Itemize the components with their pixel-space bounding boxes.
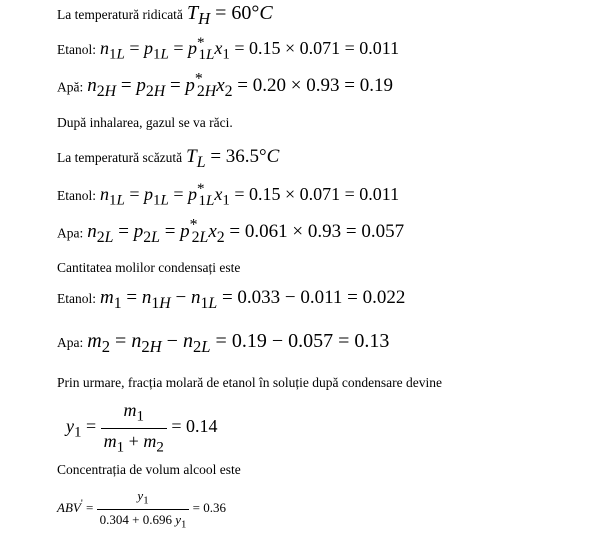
water-label: Apa: — [57, 225, 84, 241]
water-high-line — [57, 71, 393, 101]
ethanol-low-render: $n_{1L} = p_{1L} = p^*_{1L}x_1 = 0.15 \times 0.071 = 0.011$ — [100, 181, 400, 209]
water-low-render: $n_{2L} = p_{2L} = p^*_{2L}x_2 = 0.061 \times 0.93 = 0.057$ — [87, 217, 405, 247]
mole-fraction-sentence: Prin urmare, fracția molară de etanol în soluție după condensare devine — [57, 375, 442, 390]
ethanol-label: Etanol: — [57, 188, 96, 203]
mole-fraction-render: $y_1$ = $\frac{m_1}{m_1 + m_2}$ = 0.14 — [66, 400, 218, 456]
ethanol-condensed-render: $m_1 = n_{1H} - n_{1L} = 0.033 - 0.011 = 0.022$ — [100, 287, 406, 312]
water-low-line — [57, 217, 404, 247]
water-condensed-render: $m_2 = n_{2H} - n_{2L} = 0.19 - 0.057 = 0.13$ — [87, 330, 390, 356]
ethanol-low-line — [57, 181, 399, 210]
mole-fraction-line — [66, 400, 217, 456]
water-condensed-line — [57, 330, 389, 357]
water-label: Apă: — [57, 79, 84, 95]
water-label: Apa: — [57, 335, 84, 350]
mole-fraction-fraction: $\frac{m_1}{m_1 + m_2}$ — [101, 400, 167, 456]
alcohol-concentration-sentence: Concentrația de volum alcool este — [57, 462, 241, 477]
low-temperature-label: La temperatură scăzută — [57, 150, 183, 165]
ethanol-label: Etanol: — [57, 291, 96, 306]
condensed-moles-sentence: Cantitatea molilor condensați este — [57, 260, 241, 275]
high-temperature-line — [57, 2, 273, 29]
abv-fraction: $\frac{y_1}{0.304 + 0.696 y_1}$ — [97, 488, 190, 530]
ethanol-high-line — [57, 35, 399, 64]
ethanol-condensed-line — [57, 287, 405, 313]
cooling-sentence: După inhalarea, gazul se va răci. — [57, 115, 233, 130]
high-temperature-label: La temperatură ridicată — [57, 7, 183, 22]
ethanol-high-render: $n_{1L} = p_{1L} = p^*_{1L}x_1 = 0.15 \times 0.071 = 0.011$ — [100, 35, 400, 63]
ethanol-label: Etanol: — [57, 42, 96, 57]
abv-line — [57, 488, 226, 530]
low-temperature-line — [57, 146, 279, 172]
high-temperature-render: $T_H = 60^\circ C$ — [186, 2, 273, 28]
low-temperature-render: $T_L = 36.5^\circ C$ — [186, 146, 280, 171]
water-high-render: $n_{2H} = p_{2H} = p^*_{2H}x_2 = 0.20 \times 0.93 = 0.19$ — [87, 71, 393, 101]
abv-render: ABV' = $\frac{y_1}{0.304 + 0.696 y_1}$ = 0.36 — [57, 488, 227, 531]
